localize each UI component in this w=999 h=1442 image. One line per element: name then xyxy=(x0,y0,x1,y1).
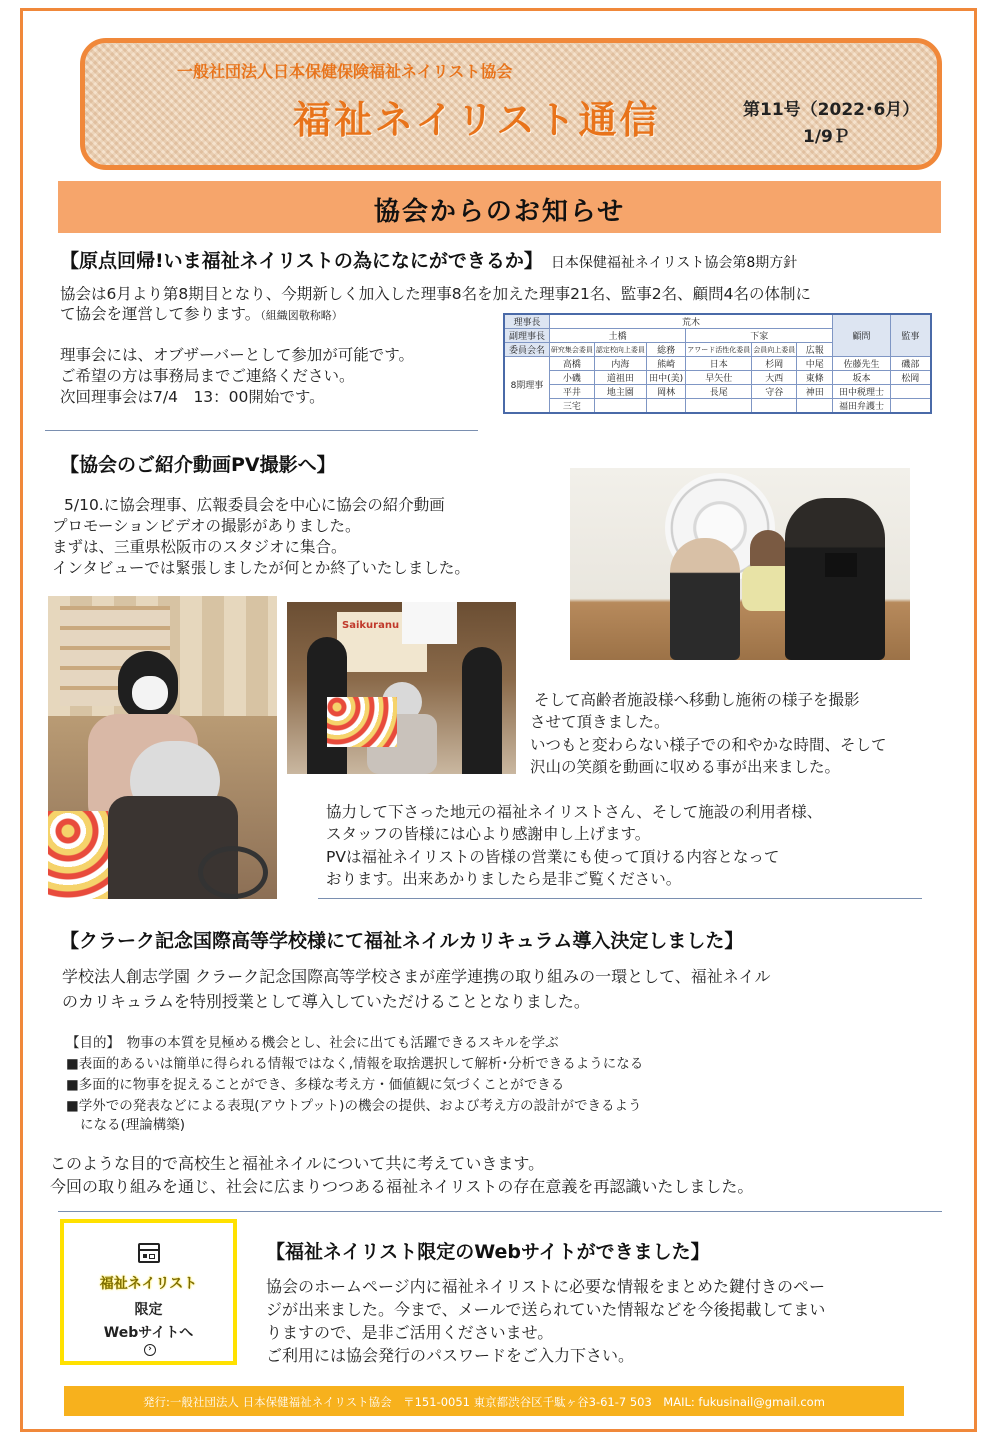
studio-photo xyxy=(570,468,910,660)
s1-p1-note: （組織図敬称略） xyxy=(260,309,343,322)
s2-heading: 【協会のご紹介動画PV撮影へ】 xyxy=(60,454,336,476)
org-cell xyxy=(752,399,797,414)
org-cell: 田中(美) xyxy=(646,371,685,385)
org-cell: 大西 xyxy=(752,371,797,385)
footer-bar xyxy=(64,1386,904,1416)
s2-p1-line1: 5/10.に協会理事、広報委員会を中心に協会の紹介動画 xyxy=(64,496,445,514)
org-cell: 道祖田 xyxy=(594,371,646,385)
s2-p2-line3: いつもと変わらない様子での和やかな時間、そして xyxy=(530,736,887,754)
org-cell: 高橋 xyxy=(549,357,594,371)
org-cell: 神田 xyxy=(797,385,833,399)
masthead-org: 一般社団法人日本保健保険福祉ネイリスト協会 xyxy=(177,62,513,81)
s1-p1-line2 xyxy=(60,304,343,326)
banner-text: Saikuranu xyxy=(342,620,400,631)
org-cell: 田中税理士 xyxy=(833,385,890,399)
s1-subheading: 日本保健福祉ネイリスト協会第8期方針 xyxy=(550,255,798,271)
org-member-row xyxy=(504,357,931,371)
s2-p2-line4: 沢山の笑顔を動画に収める事が出来ました。 xyxy=(530,758,841,776)
studio-light xyxy=(402,602,457,644)
org-vice-2: 下家 xyxy=(686,329,833,343)
org-auditor-header: 監事 xyxy=(890,314,931,357)
flower-tablecloth xyxy=(327,697,397,747)
org-cell: 松岡 xyxy=(890,371,931,385)
wheelchair-wheel xyxy=(198,846,268,899)
org-cell xyxy=(594,399,646,414)
org-cell xyxy=(890,385,931,399)
s1-heading xyxy=(60,246,797,273)
org-vice-1: 土橋 xyxy=(549,329,685,343)
browser-icon-dot xyxy=(143,1254,147,1258)
interviewee-head xyxy=(750,530,786,570)
box-line-3: Webサイトへ xyxy=(103,1325,194,1341)
cameraman-figure xyxy=(785,498,885,660)
org-label-vice: 副理事長 xyxy=(504,329,549,343)
org-member-row xyxy=(504,385,931,399)
s2-p2-line2: させて頂きました。 xyxy=(530,713,670,731)
s2-p3-line3: PVは福祉ネイリストの皆様の営業にも使って頂ける内容となって xyxy=(326,848,780,866)
org-member-row xyxy=(504,399,931,414)
org-cell: 守谷 xyxy=(752,385,797,399)
s1-p2-line1: 理事会には、オブザーバーとして参加が可能です。 xyxy=(60,346,415,364)
org-cell: 平井 xyxy=(549,385,594,399)
camera xyxy=(825,553,857,577)
arrow-circle-icon: › xyxy=(144,1344,156,1356)
s3-bullet-3-cont: になる(理論構築) xyxy=(80,1117,186,1133)
org-committee-5: 会員向上委員 xyxy=(752,343,797,357)
org-cell: 長尾 xyxy=(686,385,752,399)
s2-p1-line2: プロモーションビデオの撮影がありました。 xyxy=(52,517,361,535)
masthead-title: 福祉ネイリスト通信 xyxy=(293,98,661,142)
footer-text: 発行:一般社団法人 日本保健福祉ネイリスト協会 〒151-0051 東京都渋谷区千駄ヶ谷3-61-7 503 MAIL: fukusinail@gmail.com xyxy=(143,1395,825,1409)
org-committee-4: アワード活性化委員 xyxy=(686,343,752,357)
org-cell: 地主園 xyxy=(594,385,646,399)
browser-icon-lock xyxy=(149,1254,155,1259)
care-photo-1 xyxy=(48,596,277,899)
s2-p3-line1: 協力して下さった地元の福祉ネイリストさん、そして施設の利用者様、 xyxy=(326,803,823,821)
org-cell: 日本 xyxy=(686,357,752,371)
org-cell xyxy=(646,399,685,414)
org-chart-table xyxy=(503,313,932,414)
members-website-link-box[interactable] xyxy=(60,1219,237,1365)
org-label-committee: 委員会名 xyxy=(504,343,549,357)
org-cell: 杉岡 xyxy=(752,357,797,371)
org-label-chair: 理事長 xyxy=(504,314,549,329)
org-cell xyxy=(797,399,833,414)
section-title-band xyxy=(58,181,941,233)
s3-heading: 【クラーク記念国際高等学校様にて福祉ネイルカリキュラム導入決定しました】 xyxy=(60,930,744,952)
s1-heading-text: 【原点回帰!いま福祉ネイリストの為になにができるか】 xyxy=(60,250,543,272)
s1-p2-line3: 次回理事会は7/4 13：00開始です。 xyxy=(60,388,325,406)
s2-p3-line2: スタッフの皆様には心より感謝申し上げます。 xyxy=(326,825,651,843)
s3-p2-line2: 今回の取り組みを通じ、社会に広まりつつある福祉ネイリストの存在意義を再認識いたしました。 xyxy=(50,1177,754,1196)
org-cell: 三宅 xyxy=(549,399,594,414)
s3-p1-line1: 学校法人創志学園 クラーク記念国際高等学校さまが産学連携の取り組みの一環として、福祉ネイル xyxy=(62,967,771,986)
org-cell: 福田弁護士 xyxy=(833,399,890,414)
divider xyxy=(45,430,478,431)
box-line-1: 福祉ネイリスト xyxy=(99,1276,198,1292)
org-row-chair xyxy=(504,314,931,329)
browser-icon-bar xyxy=(140,1249,158,1251)
org-advisor-header: 顧問 xyxy=(833,314,890,357)
s4-p-line4: ご利用には協会発行のパスワードをご入力下さい。 xyxy=(266,1346,635,1365)
s4-heading: 【福祉ネイリスト限定のWebサイトができました】 xyxy=(266,1241,710,1263)
org-cell: 佐藤先生 xyxy=(833,357,890,371)
care-photo-2 xyxy=(287,602,516,774)
browser-icon xyxy=(138,1243,160,1263)
org-term-label: 8期理事 xyxy=(504,357,549,414)
org-committee-1: 研究集会委員 xyxy=(549,343,594,357)
divider xyxy=(318,898,922,899)
section-title: 協会からのお知らせ xyxy=(373,197,626,227)
org-committee-3: 総務 xyxy=(646,343,685,357)
org-cell: 早矢仕 xyxy=(686,371,752,385)
s4-p-line2: ジが出来ました。今まで、メールで送られていた情報などを今後掲載してまい xyxy=(266,1300,826,1319)
s3-purpose: 【目的】 物事の本質を見極める機会とし、社会に出ても活躍できるスキルを学ぶ xyxy=(66,1035,559,1051)
s4-p-line3: りますので、是非ご活用くださいませ。 xyxy=(266,1323,554,1342)
s3-p1-line2: のカリキュラムを特別授業として導入していただけることとなりました。 xyxy=(62,992,590,1011)
org-cell: 内海 xyxy=(594,357,646,371)
org-cell: 坂本 xyxy=(833,371,890,385)
cameraman-right xyxy=(462,647,502,774)
s1-p1-line1: 協会は6月より第8期目となり、今期新しく加入した理事8名を加えた理事21名、監事2名、顧問4名の体制に xyxy=(60,285,812,303)
org-cell: 岡林 xyxy=(646,385,685,399)
face-mask xyxy=(132,676,168,710)
masthead xyxy=(80,38,942,170)
s3-bullet-1: ■表面的あるいは簡単に得られる情報ではなく,情報を取捨選択して解析･分析できるようになる xyxy=(66,1056,644,1072)
org-cell xyxy=(890,399,931,414)
org-member-row xyxy=(504,371,931,385)
divider xyxy=(58,1211,942,1212)
s3-bullet-2: ■多面的に物事を捉えることができ、多様な考え方・価値観に気づくことができる xyxy=(66,1077,565,1093)
org-cell xyxy=(686,399,752,414)
org-committee-2: 認定校向上委員 xyxy=(594,343,646,357)
s3-p2-line1: このような目的で高校生と福祉ネイルについて共に考えていきます。 xyxy=(50,1154,545,1173)
org-committee-6: 広報 xyxy=(797,343,833,357)
org-cell: 磯部 xyxy=(890,357,931,371)
s2-p1-line3: まずは、三重県松阪市のスタジオに集合。 xyxy=(52,538,347,556)
issue-number: 第11号（2022･6月） xyxy=(743,100,920,120)
flower-tablecloth xyxy=(48,811,108,899)
page-number: 1/9Ｐ xyxy=(803,127,850,147)
org-cell: 東條 xyxy=(797,371,833,385)
s2-p2-line1: そして高齢者施設様へ移動し施術の様子を撮影 xyxy=(534,691,860,709)
org-cell: 熊崎 xyxy=(646,357,685,371)
org-cell: 中尾 xyxy=(797,357,833,371)
s1-p2-line2: ご希望の方は事務局までご連絡ください。 xyxy=(60,367,355,385)
interviewer-figure xyxy=(670,538,740,660)
s4-p-line1: 協会のホームページ内に福祉ネイリストに必要な情報をまとめた鍵付きのペー xyxy=(266,1277,826,1296)
s2-p3-line4: おります。出来あかりましたら是非ご覧ください。 xyxy=(326,870,682,888)
s1-p1-line2-text: て協会を運営して参ります。 xyxy=(60,305,261,323)
s3-bullet-3: ■学外での発表などによる表現(アウトプット)の機会の提供、および考え方の設計ができるよう xyxy=(66,1098,642,1114)
box-line-2: 限定 xyxy=(134,1302,163,1318)
org-chair: 荒木 xyxy=(549,314,832,329)
org-cell: 小磯 xyxy=(549,371,594,385)
s2-p1-line4: インタビューでは緊張しましたが何とか終了いたしました。 xyxy=(52,559,470,577)
